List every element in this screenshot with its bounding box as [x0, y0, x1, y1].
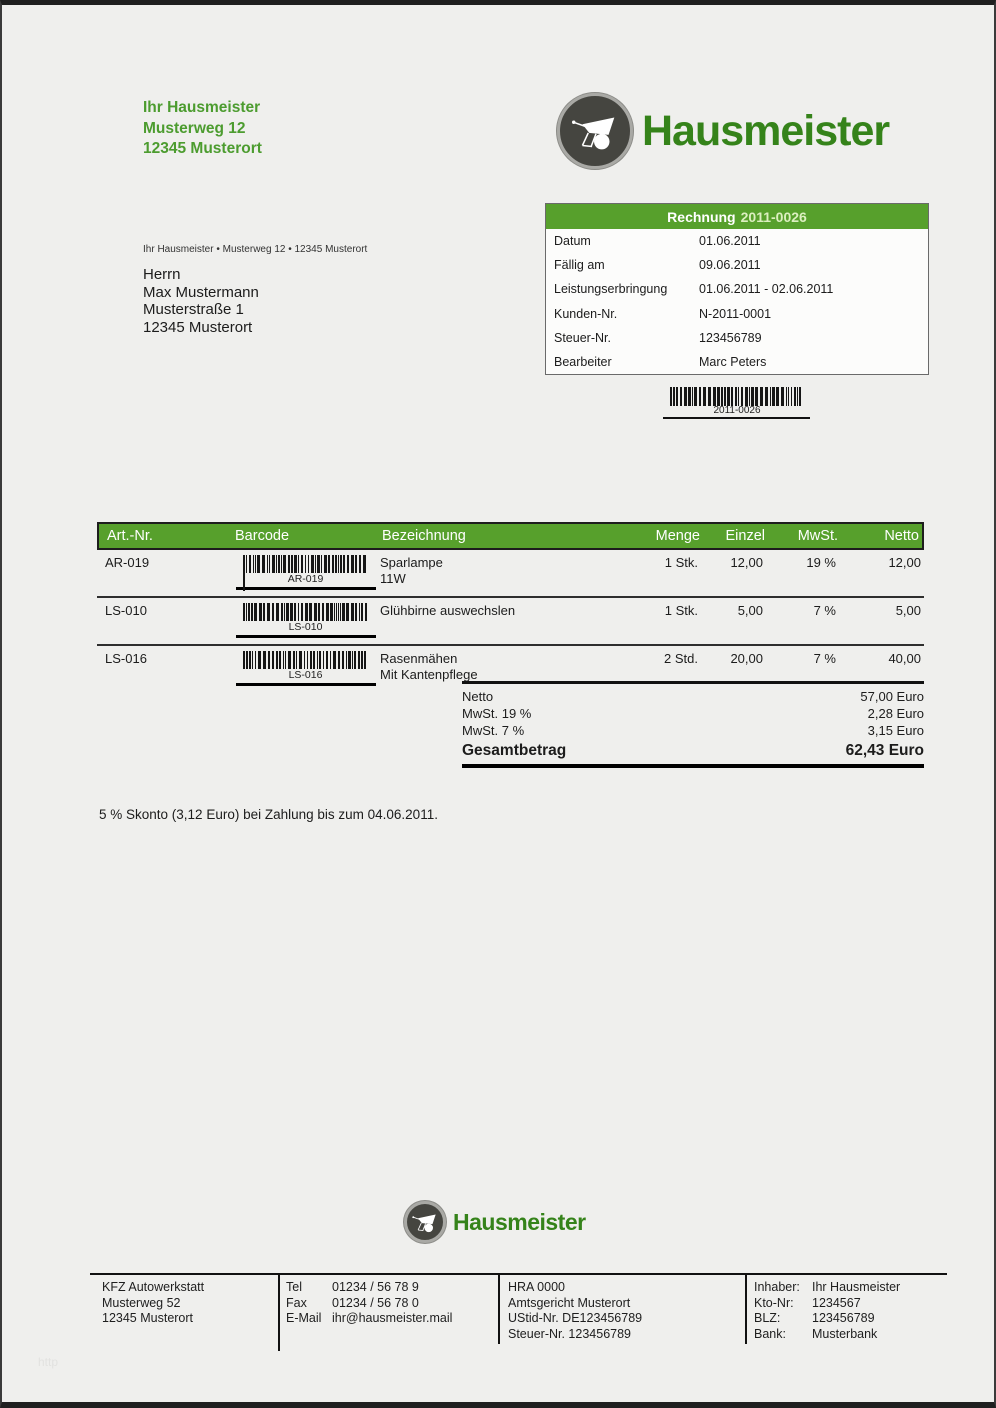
recipient-line: Herrn	[143, 266, 181, 283]
footer-line: Amtsgericht Musterort	[508, 1295, 631, 1310]
barcode-label: LS-016	[288, 669, 323, 681]
grand-total-label: Gesamtbetrag	[462, 742, 567, 760]
barcode-bars	[243, 555, 368, 573]
footer-divider	[745, 1273, 747, 1344]
footer-line	[754, 1280, 900, 1296]
footer-line: Musterweg 52	[102, 1295, 181, 1310]
item-menge: 1 Stk.	[664, 555, 698, 570]
contact-value: ihr@hausmeister.mail	[332, 1311, 453, 1326]
footer-line	[754, 1296, 900, 1312]
bank-value: 123456789	[812, 1311, 875, 1326]
item-mwst: 7 %	[813, 603, 836, 618]
info-row-datum	[546, 229, 928, 253]
col-header-bezeichnung: Bezeichnung	[382, 528, 466, 544]
table-row	[97, 598, 924, 646]
invoice-barcode-underline	[663, 417, 810, 419]
item-menge: 2 Std.	[664, 651, 698, 666]
item-barcode	[233, 555, 378, 590]
totals-label: MwSt. 19 %	[462, 705, 532, 721]
totals-row-netto	[462, 689, 924, 706]
item-einzel: 5,00	[737, 603, 763, 618]
totals-value: 57,00 Euro	[860, 689, 924, 704]
recipient-line: 12345 Musterort	[143, 318, 253, 336]
item-artnr: LS-016	[105, 651, 147, 666]
item-einzel: 20,00	[730, 651, 763, 666]
col-header-einzel: Einzel	[725, 528, 765, 544]
contact-value: 01234 / 56 78 9	[332, 1280, 419, 1294]
contact-label: E-Mail	[286, 1311, 322, 1326]
description-line: Mit Kantenpflege	[380, 666, 478, 682]
info-label: Fällig am	[554, 258, 605, 273]
footer-company-address	[102, 1280, 204, 1327]
item-barcode	[233, 603, 378, 638]
barcode-bars	[243, 651, 368, 669]
sender-line: Musterweg 12	[143, 119, 246, 137]
info-label: Kunden-Nr.	[554, 306, 618, 321]
bank-value: 1234567	[812, 1295, 861, 1310]
invoice-barcode-label: 2011-0026	[713, 405, 761, 416]
sender-address	[143, 98, 262, 160]
item-netto: 12,00	[888, 555, 921, 570]
totals-value: 3,15 Euro	[867, 722, 924, 738]
contact-label: Fax	[286, 1295, 307, 1310]
item-mwst: 19 %	[806, 555, 836, 570]
footer-line	[754, 1327, 900, 1343]
footer-line	[286, 1311, 452, 1327]
item-einzel: 12,00	[730, 555, 763, 570]
totals-label: MwSt. 7 %	[462, 722, 525, 738]
totals-row-mwst19	[462, 706, 924, 723]
col-header-menge: Menge	[655, 528, 700, 544]
col-header-barcode: Barcode	[235, 528, 290, 544]
barcode-label: AR-019	[287, 573, 324, 585]
footer-divider	[498, 1273, 500, 1344]
description-line: Rasenmähen	[380, 651, 458, 666]
info-label: Leistungserbringung	[554, 282, 668, 297]
recipient-line: Max Mustermann	[143, 283, 259, 301]
item-description	[380, 603, 608, 619]
footer-contact	[286, 1280, 452, 1327]
info-row-bearbeiter	[546, 350, 928, 374]
totals-bottom-rule	[462, 764, 924, 768]
info-label: Datum	[554, 234, 591, 249]
footer-line	[286, 1296, 452, 1312]
description-line: Glühbirne auswechslen	[380, 603, 516, 618]
info-value: 01.06.2011	[699, 234, 761, 249]
bank-label: Inhaber:	[754, 1280, 800, 1294]
totals-row-mwst7	[462, 723, 924, 740]
footer-line: KFZ Autowerkstatt	[102, 1280, 205, 1294]
item-barcode	[233, 651, 378, 686]
col-header-mwst: MwSt.	[797, 528, 838, 544]
recipient-line: Musterstraße 1	[143, 301, 244, 319]
footer-logo	[404, 1199, 586, 1245]
info-value: N-2011-0001	[699, 306, 772, 321]
info-row-leistung	[546, 277, 928, 301]
bank-label: BLZ:	[754, 1311, 781, 1326]
info-row-faellig	[546, 253, 928, 277]
footer-divider	[278, 1273, 280, 1351]
bank-value: Musterbank	[812, 1326, 878, 1341]
item-artnr: LS-010	[105, 603, 147, 618]
info-value: 123456789	[699, 330, 762, 345]
footer-logo-name: Hausmeister	[453, 1208, 586, 1235]
item-netto: 40,00	[888, 651, 921, 666]
window-return-line: Ihr Hausmeister • Musterweg 12 • 12345 Musterort	[143, 244, 368, 255]
table-row	[97, 550, 924, 598]
sender-line: 12345 Musterort	[143, 140, 262, 157]
barcode-underline	[236, 683, 376, 686]
info-row-kundennr	[546, 302, 928, 326]
company-logo	[557, 91, 889, 171]
invoice-title: Rechnung	[667, 208, 736, 225]
footer-line: HRA 0000	[508, 1280, 565, 1294]
invoice-info-header	[546, 204, 928, 229]
barcode-label: LS-010	[288, 621, 323, 633]
invoice-info-table	[545, 203, 929, 375]
item-netto: 5,00	[895, 603, 921, 618]
footer-line	[286, 1280, 452, 1296]
description-line: 11W	[380, 570, 406, 586]
totals-value: 2,28 Euro	[867, 705, 924, 721]
sender-line: Ihr Hausmeister	[143, 99, 261, 116]
col-header-netto: Netto	[884, 528, 919, 544]
description-line: Sparlampe	[380, 555, 443, 570]
item-artnr: AR-019	[105, 555, 150, 570]
totals-block	[462, 681, 924, 768]
bank-value: Ihr Hausmeister	[812, 1280, 901, 1294]
footer-line: Steuer-Nr. 123456789	[508, 1326, 632, 1341]
footer-legal	[508, 1280, 642, 1342]
faint-watermark: http	[38, 1355, 59, 1369]
barcode-bars	[243, 603, 368, 621]
totals-row-gesamt	[462, 740, 924, 761]
totals-top-rule	[462, 681, 924, 684]
info-value: 01.06.2011 - 02.06.2011	[699, 282, 834, 297]
info-label: Steuer-Nr.	[554, 330, 611, 345]
item-mwst: 7 %	[813, 651, 836, 666]
items-table-header	[97, 522, 924, 550]
item-description	[380, 555, 608, 586]
info-label: Bearbeiter	[554, 355, 612, 370]
info-row-steuernr	[546, 326, 928, 350]
footer-bank	[754, 1280, 900, 1342]
skonto-note: 5 % Skonto (3,12 Euro) bei Zahlung bis zum 04.06.2011.	[99, 807, 438, 822]
col-header-artnr: Art.-Nr.	[107, 528, 153, 544]
grand-total-value: 62,43 Euro	[845, 742, 924, 760]
company-logo-name: Hausmeister	[642, 106, 890, 155]
bank-label: Bank:	[754, 1326, 786, 1341]
contact-value: 01234 / 56 78 0	[332, 1295, 419, 1310]
recipient-address	[143, 266, 259, 336]
item-menge: 1 Stk.	[664, 603, 698, 618]
footer-line: 12345 Musterort	[102, 1311, 194, 1326]
totals-label: Netto	[462, 689, 494, 704]
invoice-number: 2011-0026	[740, 208, 807, 225]
wheelbarrow-icon	[404, 1201, 446, 1243]
info-value: 09.06.2011	[699, 258, 761, 273]
invoice-barcode	[670, 387, 802, 406]
items-table	[97, 522, 924, 692]
contact-label: Tel	[286, 1280, 302, 1294]
item-description	[380, 651, 608, 682]
info-value: Marc Peters	[699, 355, 767, 370]
barcode-underline	[236, 635, 376, 638]
wheelbarrow-icon	[557, 93, 633, 169]
footer-rule	[90, 1273, 947, 1275]
barcode-underline	[236, 587, 376, 590]
footer-line	[754, 1311, 900, 1327]
bank-label: Kto-Nr:	[754, 1295, 794, 1310]
footer-line: UStid-Nr. DE123456789	[508, 1311, 643, 1326]
